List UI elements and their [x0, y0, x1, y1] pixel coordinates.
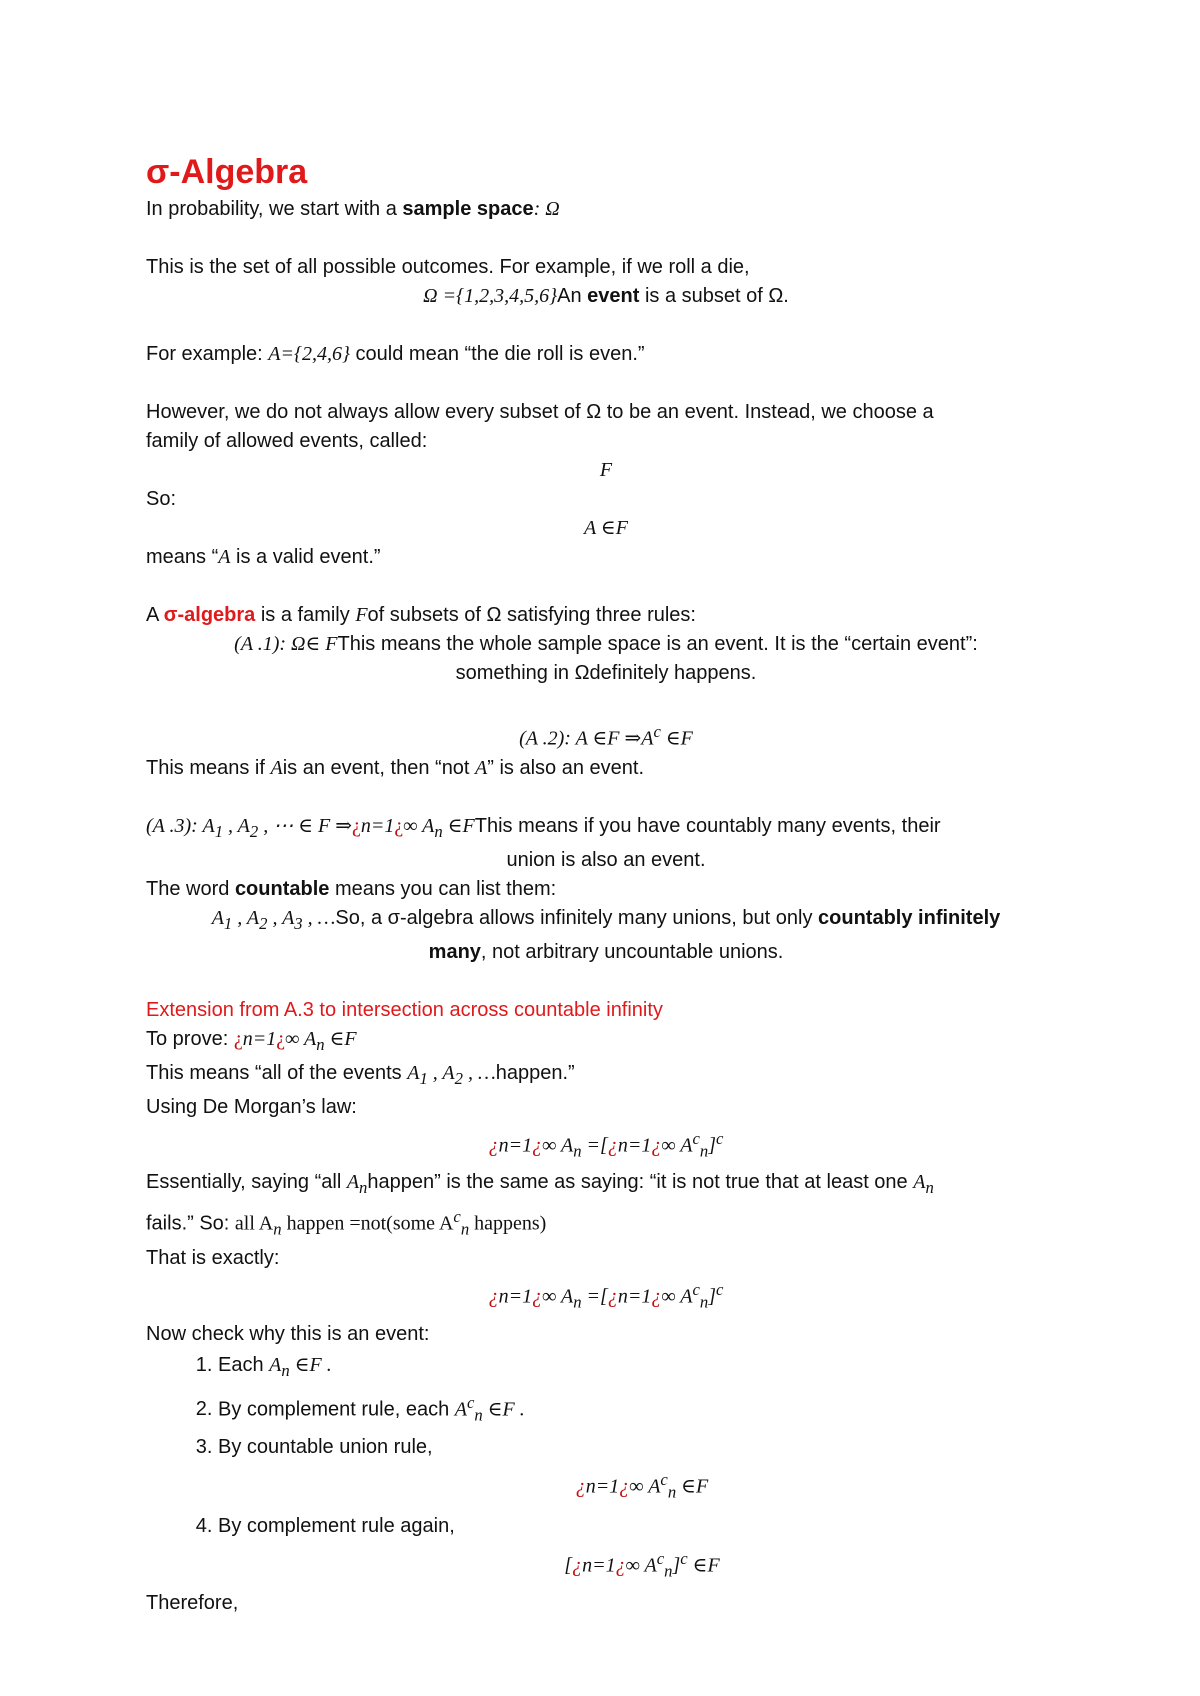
intro-line-5: However, we do not always allow every subset of Ω to be an event. Instead, we choose a	[146, 401, 934, 423]
intro-line-9: A ∈F	[584, 517, 628, 539]
fails-line: fails.” So: all $A_n$ happen =not(some $A^c_n$ happens)	[146, 1207, 547, 1239]
extension-heading: Extension from A.3 to intersection across countable infinity	[146, 998, 663, 1021]
exactly-line: That is exactly:	[146, 1246, 280, 1269]
countable-list-cont: many, not arbitrary uncountable unions.	[428, 940, 784, 963]
document-page	[146, 150, 1066, 1618]
therefore-line: Therefore,	[146, 1591, 239, 1614]
intro-line-6: family of allowed events, called:	[146, 430, 428, 452]
countable-list-line: $A_1$ , $A_2$ , $A_3$ , …So, a σ-algebra allows infinitely many unions, but only countably infinitely	[211, 906, 1001, 933]
intro-line-3: Ω ={1,2,3,4,5,6}An event is a subset of Ω.	[423, 285, 789, 307]
complement-equation: [¿n=1¿∞ $A^c_n]^c$ ∈F	[564, 1548, 720, 1581]
rule-a3: (A .3): $A_1$ , $A_2$ , ⋯ ∈ F ⇒¿n=1¿∞ $A_n$ ∈FThis means if you have countably many events, their	[146, 814, 941, 841]
intro-line-1: In probability, we start with a sample space: Ω	[146, 198, 560, 220]
intro-line-8: So:	[146, 488, 177, 510]
demorgan-line: Using De Morgan’s law:	[146, 1095, 357, 1118]
essentially-line: Essentially, saying “all $A_nhappen$” is the same as saying: “it is not true that at least one $A_n$	[146, 1171, 934, 1198]
check-line: Now check why this is an event:	[146, 1322, 430, 1345]
proof-steps-list	[146, 1349, 1066, 1589]
rule-a2-text: This means if Ais an event, then “not A” is also an event.	[146, 756, 645, 779]
countable-line: The word countable means you can list them:	[146, 877, 557, 900]
list-item: 1. Each $A_n$ ∈F .	[218, 1349, 1066, 1387]
page-title: σ-Algebra	[146, 153, 308, 191]
rule-a1-cont: something in Ωdefinitely happens.	[455, 662, 757, 684]
list-item: 4. By complement rule again, [¿n=1¿∞ $A^c_n]^c$ ∈F	[218, 1510, 1066, 1589]
intro-line-4: For example: A={2,4,6} could mean “the die roll is even.”	[146, 343, 645, 365]
union-equation: ¿n=1¿∞ $A^c_n$ ∈F	[575, 1470, 709, 1502]
list-item: 2. By complement rule, each $A^c_n$ ∈F .	[218, 1387, 1066, 1432]
means-line: This means “all of the events $A_1$ , $A_2$ , …happen.”	[146, 1061, 575, 1088]
intro-line-10: means “A is a valid event.”	[146, 546, 381, 568]
demorgan-equation-1: ¿n=1¿∞ $A_n$ =[¿n=1¿∞ $A^c_n]^c$	[488, 1128, 724, 1161]
list-item: 3. By countable union rule, ¿n=1¿∞ $A^c_n$ ∈F	[218, 1431, 1066, 1510]
demorgan-equation-2: ¿n=1¿∞ $A_n$ =[¿n=1¿∞ $A^c_n]^c$	[488, 1279, 724, 1312]
rule-a3-cont: union is also an event.	[506, 848, 706, 871]
intro-line-7: F	[599, 459, 613, 481]
rule-a2: (A .2): A ∈F $\Rightarrow A^c$ ∈F	[519, 722, 693, 750]
sigma-definition: A σ-algebra is a family Fof subsets of Ω satisfying three rules:	[146, 604, 696, 626]
to-prove-line: To prove: ¿n=1¿∞ $A_n$ ∈F	[146, 1027, 357, 1054]
intro-line-2: This is the set of all possible outcomes. For example, if we roll a die,	[146, 256, 750, 278]
rule-a1: (A .1): Ω∈ FThis means the whole sample space is an event. It is the “certain event”:	[234, 633, 978, 655]
